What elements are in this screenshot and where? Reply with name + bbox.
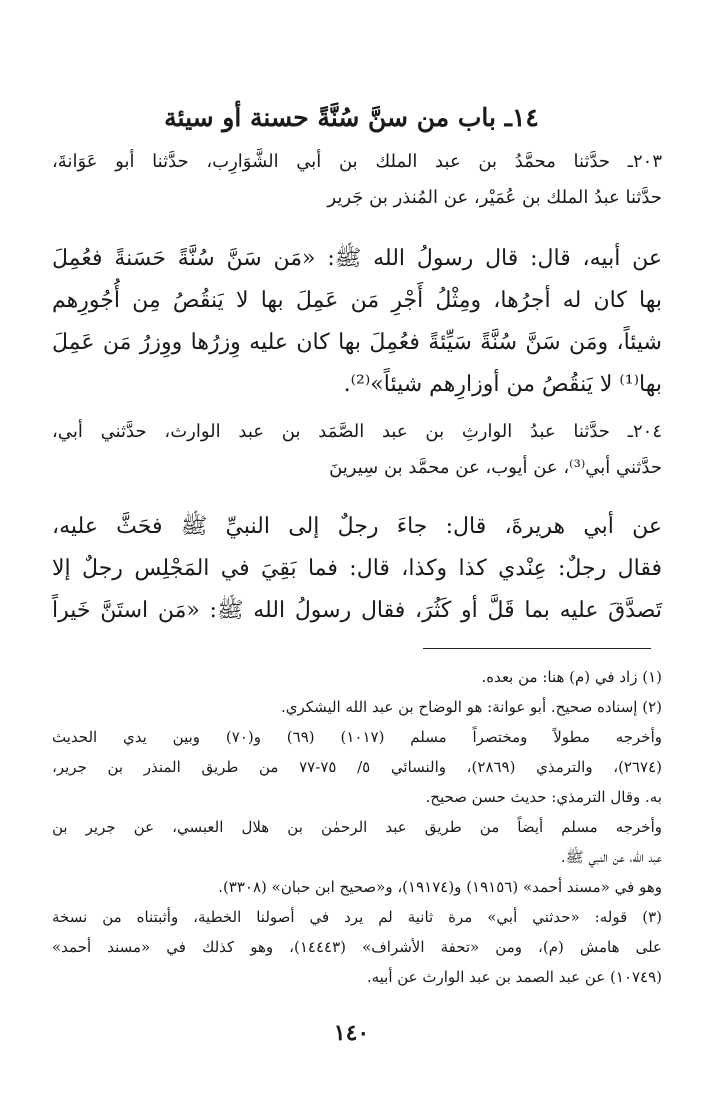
footnote-line: (٢) إسناده صحيح. أبو عوانة: هو الوضاح بن عبد الله اليشكري. bbox=[281, 698, 662, 716]
footnote-line: به. وقال الترمذي: حديث حسن صحيح. bbox=[425, 788, 662, 806]
footnote-line: (٢٦٧٤)، والترمذي (٢٨٦٩)، والنسائي ٥/ ٧٥-٧٧ من طريق المنذر بن جرير، bbox=[52, 758, 663, 776]
chapter-title: ١٤ـ باب من سنَّ سُنَّةً حسنة أو سيئة bbox=[164, 103, 539, 132]
text-line: تَصدَّقَ عليه بما قَلَّ أو كَثُرَ، فقال رسولُ الله ﷺ: «مَن استَنَّ خَيراً bbox=[52, 598, 662, 623]
footnote-line: وهو في «مسند أحمد» (١٩١٥٦) و(١٩١٧٤)، و«صحيح ابن حبان» (٣٣٠٨). bbox=[218, 878, 662, 896]
footnote-separator bbox=[423, 648, 651, 649]
text-line: عن أبي هريرةَ، قال: جاءَ رجلٌ إلى النبيِّ ﷺ فحَثَّ عليه، bbox=[52, 514, 662, 539]
text-line: بها كان له أجرُها، ومِثْلُ أَجْرِ مَن عَمِلَ بها لا يَنقُصُ مِن أُجُورِهم bbox=[52, 288, 662, 313]
hadith-204-matn bbox=[52, 506, 662, 632]
text-line: حدَّثنا عبدُ الملك بن عُمَيْر، عن المُنذر بن جَرير bbox=[327, 187, 662, 208]
text-line: ٢٠٤ـ حدَّثنا عبدُ الوارثِ بن عبد الصَّمَد بن عبد الوارث، حدَّثني أبي، bbox=[52, 421, 662, 442]
footnote-line: وأخرجه مطولاً ومختصراً مسلم (١٠١٧) (٦٩) و(٧٠) وبين يدي الحديث bbox=[52, 728, 662, 746]
hadith-204-chain bbox=[52, 414, 662, 486]
page-number: ١٤٠ bbox=[333, 1020, 370, 1046]
footnotes bbox=[52, 662, 662, 992]
footnote-line: وأخرجه مسلم أيضاً من طريق عبد الرحمٰن بن هلال العبسي، عن جرير بن bbox=[52, 818, 662, 836]
footnote-line: (٣) قوله: «حدثني أبي» مرة ثانية لم يرد في أصولنا الخطية، وأثبتناه من نسخة bbox=[52, 908, 662, 926]
text-line: فقال رجلٌ: عِنْدي كذا وكذا، قال: فما بَقِيَ في المَجْلِس رجلٌ إلا bbox=[52, 556, 662, 581]
hadith-203-matn bbox=[52, 238, 662, 406]
footnote-line: (١٠٧٤٩) عن عبد الصمد بن عبد الوارث عن أبيه. bbox=[366, 968, 662, 986]
text-line: شيئاً، ومَن سَنَّ سُنَّةً سَيِّئةً فعُمِلَ بها كان عليه وِزرُها ووِزرُ مَن عَمِلَ bbox=[52, 330, 662, 355]
footnote-line: (١) زاد في (م) هنا: من بعده. bbox=[481, 668, 662, 686]
text-line: عن أبيه، قال: قال رسولُ الله ﷺ: «مَن سَنَّ سُنَّةً حَسَنةً فعُمِلَ bbox=[52, 246, 662, 271]
footnote-line: عبد الله، عن النبي ﷺ. bbox=[560, 848, 662, 866]
hadith-203-chain bbox=[52, 144, 662, 216]
text-line: حدَّثني أبي⁽³⁾، عن أيوب، عن محمَّد بن سِيرينَ bbox=[329, 457, 662, 478]
text-line: بها⁽¹⁾ لا يَنقُصُ من أوزارِهم شيئاً»⁽²⁾. bbox=[343, 372, 662, 397]
footnote-line: على هامش (م)، ومن «تحفة الأشراف» (١٤٤٤٣)، وهو كذلك في «مسند أحمد» bbox=[52, 938, 662, 956]
text-line: ٢٠٣ـ حدَّثنا محمَّدُ بن عبد الملك بن أبي الشَّوَارِب، حدَّثنا أبو عَوَانةَ، bbox=[52, 151, 662, 172]
